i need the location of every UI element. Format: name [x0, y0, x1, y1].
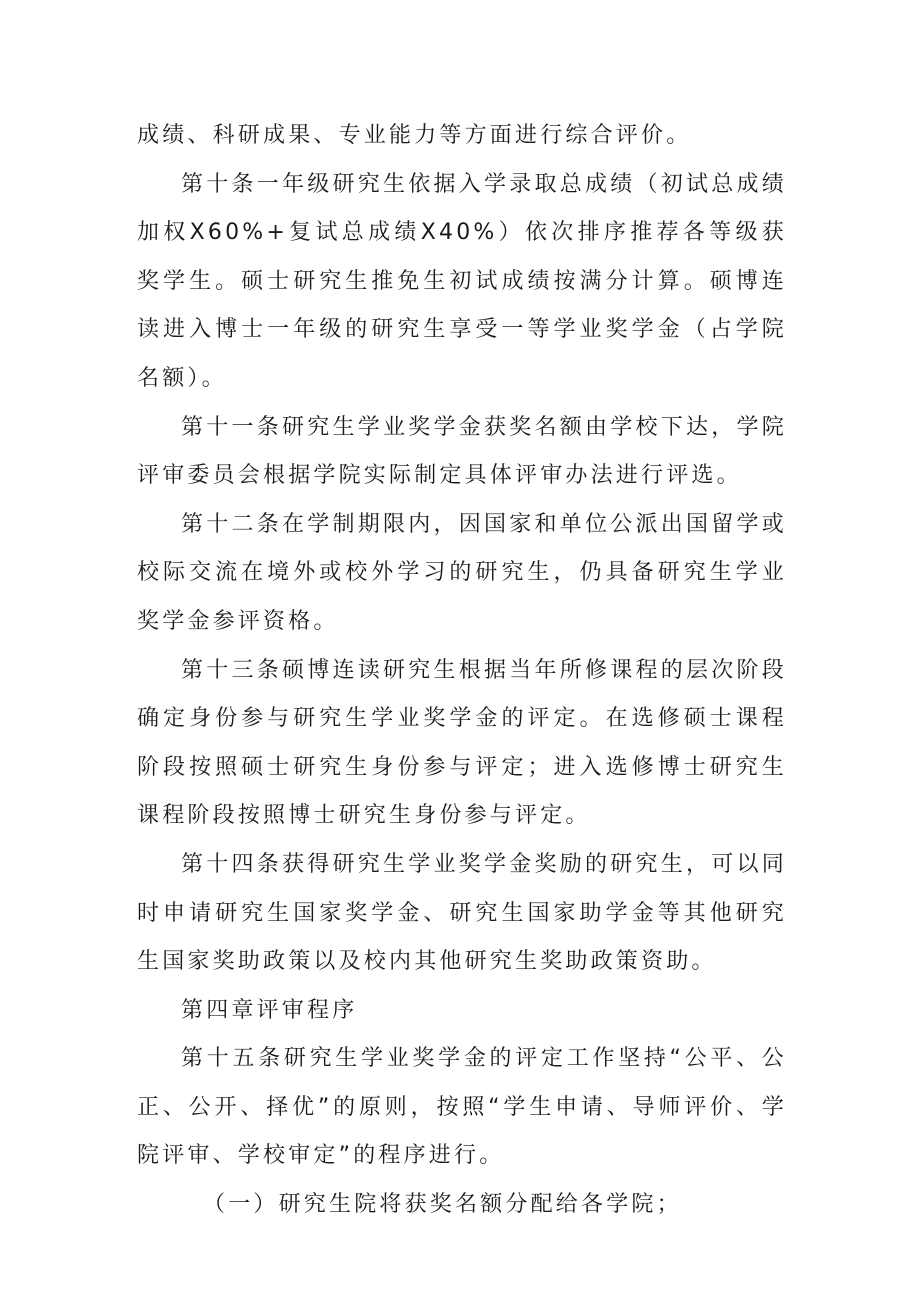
article-15-paragraph: 第十五条研究生学业奖学金的评定工作坚持“公平、公正、公开、择优”的原则，按照“学生申请、导师评价、学院评审、学校审定”的程序进行。: [137, 1046, 787, 1169]
article-11-paragraph: 第十一条研究生学业奖学金获奖名额由学校下达，学院评审委员会根据学院实际制定具体评审办法进行评选。: [137, 414, 787, 489]
chapter-4-heading: 第四章评审程序: [181, 997, 358, 1023]
article-12-paragraph: 第十二条在学制期限内，因国家和单位公派出国留学或校际交流在境外或校外学习的研究生，仍具备研究生学业奖学金参评资格。: [137, 511, 787, 634]
article-14-paragraph: 第十四条获得研究生学业奖学金奖励的研究生，可以同时申请研究生国家奖学金、研究生国家助学金等其他研究生国家奖助政策以及校内其他研究生奖助政策资助。: [137, 851, 787, 975]
article-13-paragraph: 第十三条硕博连读研究生根据当年所修课程的层次阶段确定身份参与研究生学业奖学金的评定。在选修硕士课程阶段按照硕士研究生身份参与评定；进入选修博士研究生课程阶段按照博士研究生身份参与评定。: [137, 657, 787, 829]
article-15-item-1: （一）研究生院将获奖名额分配给各学院；: [203, 1192, 682, 1218]
document-body: [137, 112, 787, 1230]
article-10-paragraph: 第十条一年级研究生依据入学录取总成绩（初试总成绩加权X60%+复试总成绩X40%）依次排序推荐各等级获奖学生。硕士研究生推免生初试成绩按满分计算。硕博连读进入博士一年级的研究生享受一等学业奖学金（占学院名额）。: [137, 171, 787, 391]
paragraph-continuation: 成绩、科研成果、专业能力等方面进行综合评价。: [137, 123, 692, 148]
